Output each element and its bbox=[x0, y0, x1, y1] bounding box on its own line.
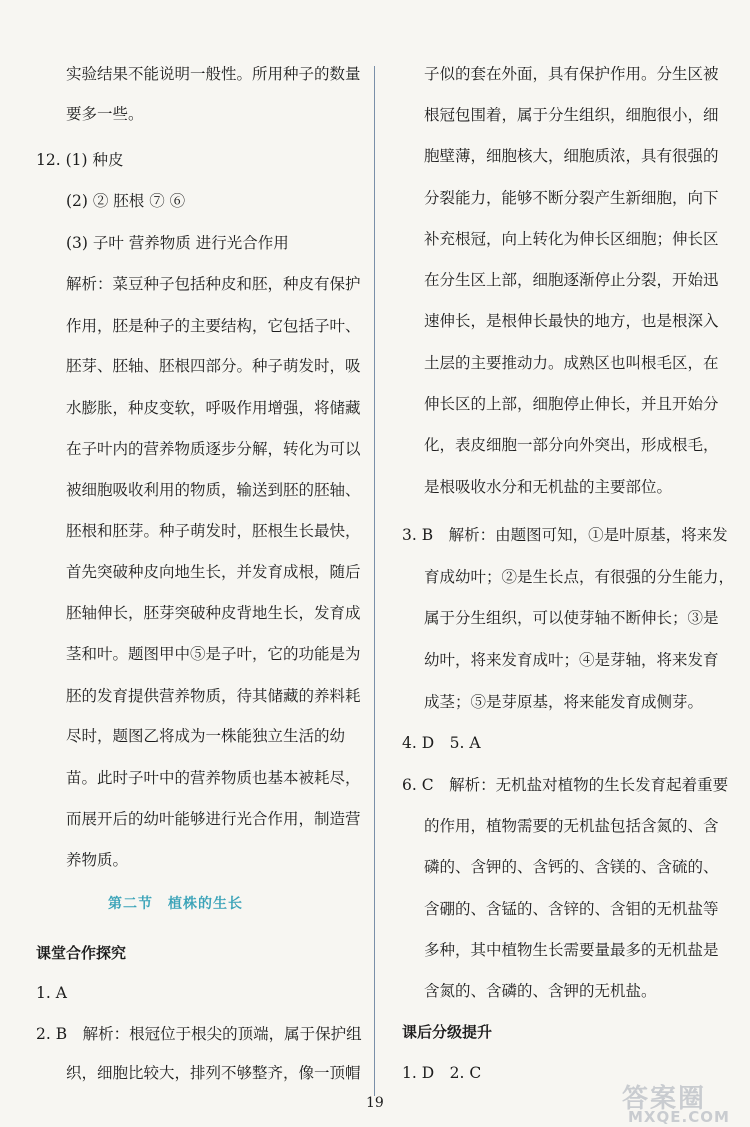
text-line: 胞壁薄，细胞核大，细胞质浓，具有很强的 bbox=[424, 147, 719, 165]
text-line: 胚芽、胚轴、胚根四部分。种子萌发时，吸 bbox=[66, 357, 361, 375]
page-number: 19 bbox=[366, 1095, 384, 1111]
question-4-5-answer: 4. D 5. A bbox=[402, 734, 481, 752]
text-line: 被细胞吸收利用的物质，输送到胚的胚轴、 bbox=[66, 481, 361, 499]
watermark-url: MXQE.COM bbox=[628, 1108, 730, 1126]
text-line: 要多一些。 bbox=[66, 105, 144, 123]
site-watermark bbox=[622, 1078, 748, 1126]
text-line: 实验结果不能说明一般性。所用种子的数量 bbox=[66, 65, 361, 83]
question-3-answer: 3. B 解析：由题图可知，①是叶原基，将来发 bbox=[402, 526, 728, 544]
text-line: 尽时，题图乙将成为一株能独立生活的幼 bbox=[66, 727, 346, 745]
text-line: 子似的套在外面，具有保护作用。分生区被 bbox=[424, 65, 719, 83]
text-line: 分裂能力，能够不断分裂产生新细胞，向下 bbox=[424, 189, 719, 207]
text-line: 土层的主要推动力。成熟区也叫根毛区，在 bbox=[424, 354, 719, 372]
text-line: 在子叶内的营养物质逐步分解，转化为可以 bbox=[66, 440, 361, 458]
question-12-answer: 12. (1) 种皮 bbox=[36, 151, 124, 169]
text-line: 作用，胚是种子的主要结构，它包括子叶、 bbox=[66, 317, 361, 335]
text-line: 伸长区的上部，细胞停止伸长，并且开始分 bbox=[424, 395, 719, 413]
text-line: 首先突破种皮向地生长，并发育成根，随后 bbox=[66, 563, 361, 581]
text-line: 苗。此时子叶中的营养物质也基本被耗尽， bbox=[66, 769, 361, 787]
text-line: 含硼的、含锰的、含锌的、含钼的无机盐等 bbox=[424, 900, 719, 918]
chapter-heading: 第二节 植株的生长 bbox=[108, 896, 243, 912]
text-line: 养物质。 bbox=[66, 851, 129, 869]
text-line: 是根吸收水分和无机盐的主要部位。 bbox=[424, 478, 673, 496]
text-line: (2) ② 胚根 ⑦ ⑥ bbox=[66, 192, 186, 210]
text-line: 磷的、含钾的、含钙的、含镁的、含硫的、 bbox=[424, 858, 719, 876]
question-6-answer: 6. C 解析：无机盐对植物的生长发育起着重要 bbox=[402, 776, 729, 794]
text-line: 织，细胞比较大，排列不够整齐，像一顶帽 bbox=[66, 1064, 361, 1082]
text-line: 幼叶，将来发育成叶；④是芽轴，将来发育 bbox=[424, 651, 719, 669]
text-line: 胚的发育提供营养物质，待其储藏的养料耗 bbox=[66, 687, 361, 705]
text-line: 属于分生组织，可以使芽轴不断伸长；③是 bbox=[424, 609, 719, 627]
text-line: 速伸长，是根伸长最快的地方，也是根深入 bbox=[424, 312, 719, 330]
text-line: 多种，其中植物生长需要量最多的无机盐是 bbox=[424, 941, 719, 959]
section-heading: 课后分级提升 bbox=[402, 1023, 493, 1041]
text-line: 茎和叶。题图甲中⑤是子叶，它的功能是为 bbox=[66, 645, 361, 663]
text-line: 解析：菜豆种子包括种皮和胚，种皮有保护 bbox=[66, 275, 361, 293]
text-line: 的作用，植物需要的无机盐包括含氮的、含 bbox=[424, 817, 719, 835]
text-line: 含氮的、含磷的、含钾的无机盐。 bbox=[424, 982, 657, 1000]
text-line: 水膨胀，种皮变软，呼吸作用增强，将储藏 bbox=[66, 399, 361, 417]
text-line: 根冠包围着，属于分生组织，细胞很小，细 bbox=[424, 106, 719, 124]
text-line: 育成幼叶；②是生长点，有很强的分生能力， bbox=[424, 568, 735, 586]
text-line: 而展开后的幼叶能够进行光合作用，制造营 bbox=[66, 810, 361, 828]
section-heading: 课堂合作探究 bbox=[36, 944, 127, 962]
column-divider bbox=[374, 66, 375, 1096]
text-line: 成茎；⑤是芽原基，将来能发育成侧芽。 bbox=[424, 693, 704, 711]
text-line: 胚根和胚芽。种子萌发时，胚根生长最快， bbox=[66, 522, 361, 540]
question-1-2-answer: 1. D 2. C bbox=[402, 1064, 482, 1082]
watermark-logo-text: 答案圈 bbox=[622, 1084, 707, 1114]
text-line: 补充根冠，向上转化为伸长区细胞；伸长区 bbox=[424, 230, 719, 248]
text-line: 在分生区上部，细胞逐渐停止分裂，开始迅 bbox=[424, 271, 719, 289]
text-line: 化，表皮细胞一部分向外突出，形成根毛， bbox=[424, 436, 719, 454]
question-2-answer: 2. B 解析：根冠位于根尖的顶端，属于保护组 bbox=[36, 1025, 362, 1043]
text-line: 胚轴伸长，胚芽突破种皮背地生长，发育成 bbox=[66, 604, 361, 622]
question-1-answer: 1. A bbox=[36, 984, 67, 1002]
text-line: (3) 子叶 营养物质 进行光合作用 bbox=[66, 234, 289, 252]
